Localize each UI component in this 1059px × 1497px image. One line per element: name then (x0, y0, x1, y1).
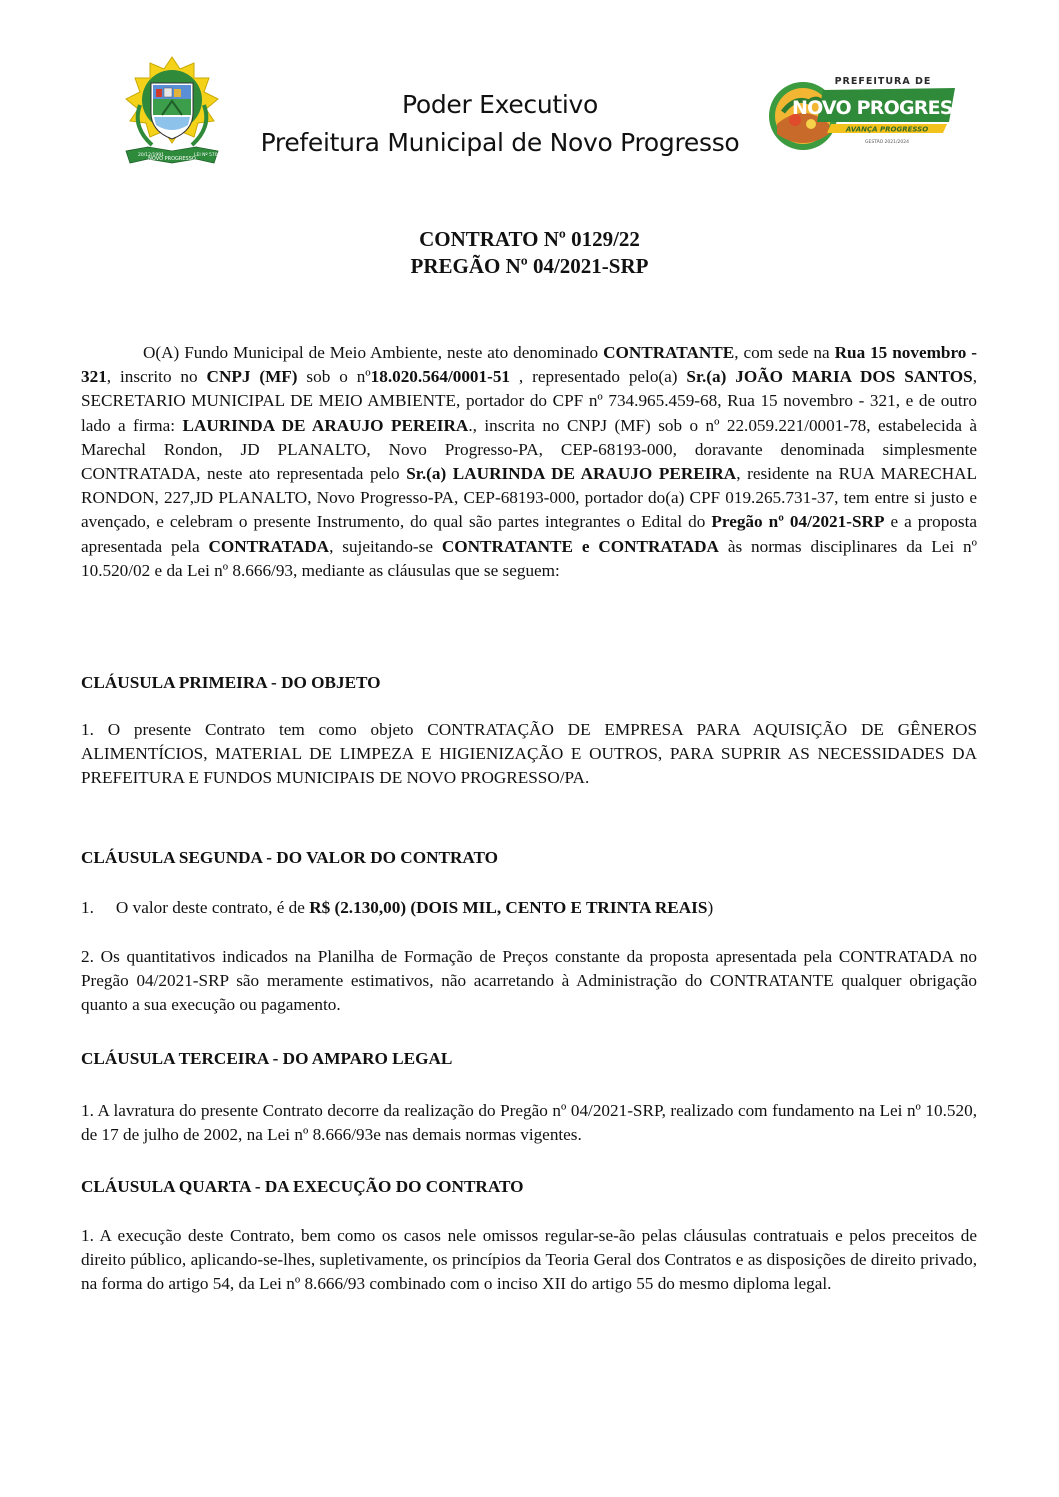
text-run: , representado pelo(a) (510, 367, 687, 387)
clause-2-heading: CLÁUSULA SEGUNDA - DO VALOR DO CONTRATO (81, 848, 499, 867)
logo-term-text: GESTÃO 2021/2024 (865, 140, 909, 145)
document-titles (0, 226, 1059, 280)
text-run: O valor deste contrato, é de (115, 898, 310, 917)
text-run: ., inscrita no CNPJ (MF) sob o nº 22.059.221/0001-78, estabelecida à Marechal Rondon, JD PLANALTO, Novo Progresso-PA, CEP-68193-000, doravante denominada simplesmente CONTRATADA, neste ato representada pelo (81, 415, 977, 484)
clause-3-text: 1. A lavratura do presente Contrato decorre da realização do Pregão nº 04/2021-SRP, realizado com fundamento na Lei nº 10.520, de 17 de julho de 2002, na Lei nº 8.666/93e nas demais normas vigentes. (81, 1101, 977, 1145)
text-run: às normas disciplinares da Lei nº 10.520/02 e da Lei nº 8.666/93, mediante as cláusulas que se seguem: (81, 536, 977, 580)
clause-1-heading: CLÁUSULA PRIMEIRA - DO OBJETO (81, 673, 381, 692)
contract-title: CONTRATO Nº 0129/22 (419, 227, 640, 251)
text-run-bold: Rua 15 novembro - 321 (81, 343, 978, 387)
preamble (81, 341, 977, 583)
item-number: 1. (81, 898, 94, 917)
ribbon-left-text: 20/12/1991 (138, 153, 164, 158)
text-run-bold: Sr.(a) LAURINDA DE ARAUJO PEREIRA (406, 464, 737, 484)
logo-main-text: NOVO PROGRESSO (791, 97, 981, 119)
clause-1-text: 1. O presente Contrato tem como objeto CONTRATAÇÃO DE EMPRESA PARA AQUISIÇÃO DE GÊNEROS ALIMENTÍCIOS, MATERIAL DE LIMPEZA E HIGIENIZAÇÃO E OUTROS, PARA SUPRIR AS NECESSIDADES DA PREFEITURA E FUNDOS MUNICIPAIS DE NOVO PROGRESSO/PA. (81, 720, 977, 788)
ribbon-right-text: LEI Nº 5700 (194, 153, 221, 158)
text-run: , com sede na (734, 343, 835, 362)
text-run: , SECRETARIO MUNICIPAL DE MEIO AMBIENTE, portador do CPF nº 734.965.459-68, Rua 15 novembro - 321, e de outro lado a firma: (81, 367, 977, 435)
clause-4-text: 1. A execução deste Contrato, bem como os casos nele omissos regular-se-ão pelas cláusulas contratuais e pelos preceitos de direito público, aplicando-se-lhes, supletivamente, os princípios da Teoria Geral dos Contratos e as disposições de direito privado, na forma do artigo 54, da Lei nº 8.666/93 combinado com o inciso XII do artigo 55 do mesmo diploma legal. (81, 1226, 977, 1294)
clause-1-body (81, 718, 977, 791)
text-run: e a proposta apresentada pela (81, 512, 977, 556)
clause-2-value-line (81, 896, 977, 920)
text-run: sob o nº (297, 367, 371, 387)
text-run-bold: CONTRATANTE e CONTRATADA (441, 536, 719, 556)
clause-3-heading: CLÁUSULA TERCEIRA - DO AMPARO LEGAL (81, 1049, 453, 1068)
text-run-bold: Sr.(a) JOÃO MARIA DOS SANTOS (686, 367, 973, 387)
preamble-paragraph (81, 341, 977, 583)
header-line-1: Poder Executivo (401, 90, 599, 119)
pregao-title: PREGÃO Nº 04/2021-SRP (410, 254, 649, 278)
text-run-bold: CNPJ (MF) (206, 367, 298, 387)
text-run-bold: 18.020.564/0001-51 (370, 367, 511, 387)
text-run-bold: LAURINDA DE ARAUJO PEREIRA (182, 415, 469, 435)
text-run: , inscrito no (106, 367, 207, 387)
logo-top-text: PREFEITURA DE (834, 76, 932, 87)
header-line-2: Prefeitura Municipal de Novo Progresso (260, 128, 740, 157)
ribbon-center-text: NOVO PROGRESSO (148, 156, 196, 162)
text-run: ) (707, 898, 714, 917)
header-titles (240, 86, 760, 162)
text-run: , sujeitando-se (329, 536, 442, 556)
text-run-bold: CONTRATANTE (603, 343, 735, 362)
contract-value: R$ (2.130,00) (DOIS MIL, CENTO E TRINTA REAIS (309, 898, 708, 917)
text-run: , residente na RUA MARECHAL RONDON, 227,JD PLANALTO, Novo Progresso-PA, CEP-68193-000, portador do(a) CPF 019.265.731-37, tem entre si justo e avençado, e celebram o presente Instrumento, do qual são partes integrantes o Edital do (81, 464, 978, 532)
letterhead (0, 0, 1059, 180)
clause-2-text: 2. Os quantitativos indicados na Planilha de Formação de Preços constante da proposta apresentada pela CONTRATADA no Pregão 04/2021-SRP são meramente estimativos, não acarretando à Administração do CONTRATANTE qualquer obrigação quanto a sua execução ou pagamento. (81, 947, 977, 1015)
clause-2-item-1 (81, 896, 977, 920)
logo-slogan-text: AVANÇA PROGRESSO (845, 125, 929, 134)
clause-2-item-2 (81, 945, 977, 1018)
text-run: O(A) Fundo Municipal de Meio Ambiente, neste ato denominado (143, 343, 604, 362)
clause-4-heading: CLÁUSULA QUARTA - DA EXECUÇÃO DO CONTRATO (81, 1177, 524, 1196)
clause-3-body (81, 1099, 977, 1147)
text-run-bold: CONTRATADA (208, 536, 330, 556)
municipal-coat-of-arms-icon (118, 55, 226, 170)
text-run-bold: Pregão nº 04/2021-SRP (711, 512, 885, 532)
novo-progresso-logo-icon (765, 72, 981, 154)
clause-4-body (81, 1224, 977, 1297)
